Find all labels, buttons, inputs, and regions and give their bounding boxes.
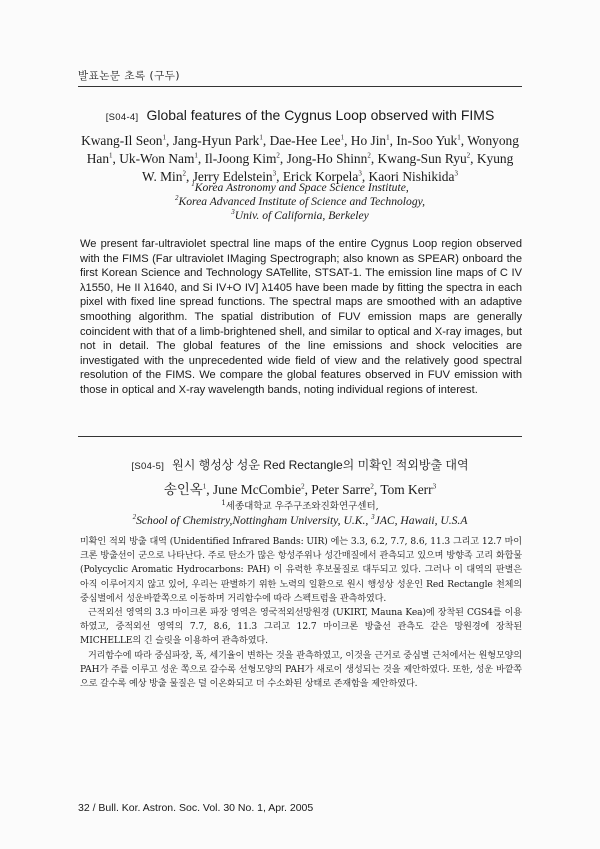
author-name: Ho Jin bbox=[350, 133, 387, 148]
author-affiliation-mark: 3 bbox=[432, 482, 437, 491]
affiliation-3: $^3$Univ. of California, Berkeley bbox=[231, 208, 369, 222]
affiliation-kr: $^1$세종대학교 우주구조와진화연구센터, bbox=[221, 498, 379, 512]
author-name: Erick Korpela bbox=[282, 169, 359, 184]
abstract2-paragraph: 근적외선 영역의 3.3 마이크론 파장 영역은 영국적외선망원경 (UKIRT, Mauna Kea)에 장착된 CGS4를 이용하였고, 중적외선 영역의 7.7, 8.6, 11.3 그리고 12.7 마이크론 방출선 관측도 같은 망원경에 장착된 MICHELLE의 긴 슬릿을 이용하여 관측하였다. bbox=[80, 608, 522, 647]
author-affiliation-mark: 1 bbox=[457, 133, 461, 142]
author-affiliation-mark: 3 bbox=[272, 169, 277, 178]
author-name: Kaori Nishikida bbox=[368, 169, 455, 184]
header-rule bbox=[78, 86, 522, 87]
author-name: In-Soo Yuk bbox=[396, 133, 458, 148]
abstract1-body: We present far-ultraviolet spectral line maps of the entire Cygnus Loop region observed with the FIMS (Far ultraviolet IMaging Spectrograph; also known as SPEAR) onboard the first Korean Science and Technology SATellite, STSAT-1. The emission line maps of C IV λ1550, He II λ1640, and Si IV+O IV] λ1405 have been made by fitting the spectra in each pixel with fixed line spread functions. The spectral maps are smoothed with an adaptive smoothing algorithm. The spatial distribution of FUV emission maps are generally coincident with that of a limb-brightened shell, and similar to optical and X-ray images, but not in detail. The global features of the line emissions and shock velocities are investigated with the unprecedented wide field of view and the relatively good spectral resolution of the FIMS. We compare the global features observed in FUV emission with those in optical and X-ray wavelength bands, noting individual regions of interest. bbox=[80, 238, 522, 396]
author-name: Kyung W. Min bbox=[142, 151, 514, 184]
author-affiliation-mark: 2 bbox=[182, 169, 186, 178]
author-affiliation-mark: 1 bbox=[194, 151, 198, 160]
author-name: Kwang-Sun Ryu bbox=[377, 151, 467, 166]
abstract2-title: 원시 행성상 성운 Red Rectangle의 미확인 적외방출 대역 bbox=[172, 458, 469, 472]
section-header: 발표논문 초록 (구두) bbox=[78, 70, 181, 82]
author-name: Wonyong Han bbox=[86, 133, 519, 166]
author-affiliation-mark: 2 bbox=[301, 482, 305, 491]
author-affiliation-mark: 2 bbox=[276, 151, 280, 160]
author-affiliation-mark: 3 bbox=[358, 169, 362, 178]
author-affiliation-mark: 1 bbox=[340, 133, 345, 142]
affiliation-1: $^1$Korea Astronomy and Space Science Institute, bbox=[191, 180, 409, 194]
author-name: Uk-Won Nam bbox=[119, 151, 195, 166]
author-name: Jang-Hyun Park bbox=[172, 133, 260, 148]
author-name: Il-Joong Kim bbox=[204, 151, 277, 166]
author-name: 송인옥 bbox=[163, 482, 203, 497]
affiliation-2: $^2$Korea Advanced Institute of Science and Technology, bbox=[174, 194, 426, 208]
author-name: Kwang-Il Seon bbox=[81, 133, 163, 148]
author-affiliation-mark: 1 bbox=[162, 133, 167, 142]
abstract1-authors: Kwang-Il Seon$^1$, Jang-Hyun Park$^1$, Dae-Hee Lee$^1$, Ho Jin$^1$, In-Soo Yuk$^1$, Wonyong Han$^1$, Uk-Won Nam$^1$, Il-Joong Kim$^2$, Jong-Ho Shinn$^2$, Kwang-Sun Ryu$^2$, Kyung W. Min$^2$, Jerry Edelstein$^3$, Erick Korpela$^3$, Kaori Nishikida$^3$ bbox=[81, 133, 519, 184]
abstract1-title-line bbox=[78, 107, 522, 123]
author-name: Jong-Ho Shinn bbox=[286, 151, 368, 166]
author-affiliation-mark: 3 bbox=[454, 169, 458, 178]
abstract1-affiliations bbox=[80, 181, 520, 223]
author-name: Peter Sarre bbox=[311, 482, 371, 497]
author-name: Tom Kerr bbox=[380, 482, 433, 497]
author-affiliation-mark: 2 bbox=[466, 151, 471, 160]
abstract2-affiliations bbox=[80, 500, 520, 528]
abstract2-code: [S04-5] bbox=[131, 461, 165, 472]
abstract2-paragraph: 거리함수에 따라 중심파장, 폭, 세기율이 변하는 것을 관측하였고, 이것을 근거로 중심별 근처에서는 원형모양의 PAH가 주를 이루고 성운 쪽으로 갈수록 선형모양의 PAH가 새로이 생성되는 것을 제안하였다. 또한, 성운 바깥쪽으로 갈수록 예상 방출 물질은 덜 이온화되고 더 수소화된 상태로 존재함을 제안하였다. bbox=[80, 650, 522, 690]
abstract2-authors: 송인옥$^1$, June McCombie$^2$, Peter Sarre$^2$, Tom Kerr$^3$ bbox=[163, 482, 437, 497]
author-affiliation-mark: 1 bbox=[109, 151, 113, 160]
author-name: Dae-Hee Lee bbox=[269, 133, 341, 148]
abstract2-body bbox=[80, 535, 522, 691]
abstract1-code: [S04-4] bbox=[105, 112, 139, 123]
author-affiliation-mark: 1 bbox=[202, 482, 207, 491]
separator-rule bbox=[78, 436, 522, 437]
author-affiliation-mark: 2 bbox=[370, 482, 374, 491]
page-footer: 32 / Bull. Kor. Astron. Soc. Vol. 30 No. 1, Apr. 2005 bbox=[78, 802, 314, 814]
abstract2-title-line bbox=[78, 456, 522, 473]
abstract1-title: Global features of the Cygnus Loop observed with FIMS bbox=[146, 107, 495, 123]
author-name: June McCombie bbox=[212, 482, 302, 497]
author-name: Jerry Edelstein bbox=[192, 169, 273, 184]
affiliation-intl: $^2$School of Chemistry,Nottingham University, U.K., $^3$JAC, Hawaii, U.S.A bbox=[132, 513, 468, 527]
abstract2-paragraph: 미확인 적외 방출 대역 (Unidentified Infrared Bands: UIR) 에는 3.3, 6.2, 7.7, 8.6, 11.3 그리고 12.7 마이크론 방출선이 군으로 나타난다. 주로 탄소가 많은 항성주위나 성간매질에서 관측되고 있으며 방향족 고리 화합물 (Polycyclic Aromatic Hydrocarbons: PAH) 이 유력한 후보물질로 대두되고 있다. 그러나 이 대역의 판별은 아직 이루어지지 않고 있어, 우리는 판별하기 위한 노력의 일환으로 원시 행성상 성운인 Red Rectangle 천체의 중심별에서 성운바깥쪽으로 이동하며 거리함수에 따라 스펙트럼을 관측하였다. bbox=[80, 537, 522, 604]
author-affiliation-mark: 2 bbox=[367, 151, 371, 160]
author-affiliation-mark: 1 bbox=[259, 133, 263, 142]
author-affiliation-mark: 1 bbox=[386, 133, 390, 142]
